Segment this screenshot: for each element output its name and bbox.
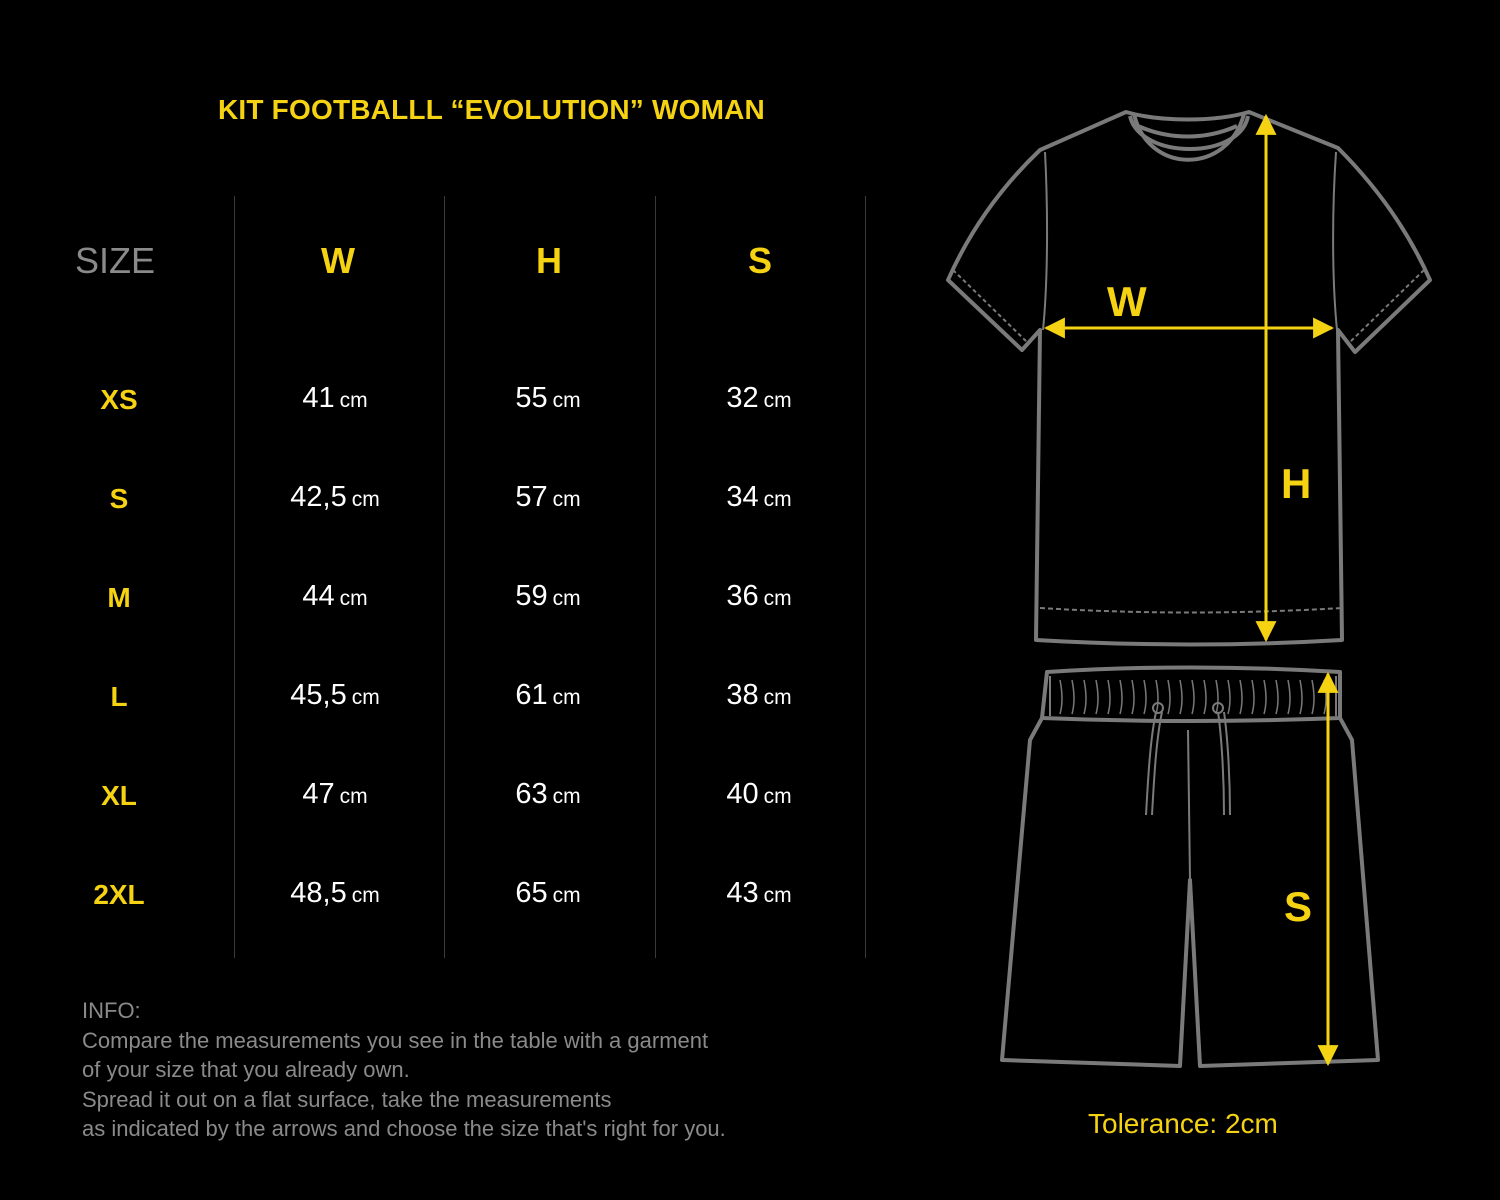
size-label: M: [107, 582, 131, 613]
width-label: W: [1107, 278, 1147, 325]
unit-label: cm: [763, 488, 792, 511]
unit-label: cm: [339, 587, 368, 610]
info-heading: INFO:: [82, 998, 141, 1023]
unit-label: cm: [763, 389, 792, 412]
page-title: KIT FOOTBALLL “EVOLUTION” WOMAN: [218, 94, 765, 125]
w-value: 41 cm: [302, 382, 368, 414]
unit-label: cm: [339, 785, 368, 808]
unit-label: cm: [552, 686, 581, 709]
info-line: Spread it out on a flat surface, take the measurements: [82, 1086, 612, 1112]
unit-label: cm: [763, 785, 792, 808]
info-line: Compare the measurements you see in the table with a garment: [82, 1027, 709, 1053]
unit-label: cm: [763, 587, 792, 610]
unit-label: cm: [351, 884, 380, 907]
unit-label: cm: [351, 488, 380, 511]
tshirt-icon: [948, 112, 1430, 645]
w-value: 45,5 cm: [290, 679, 380, 711]
w-value: 42,5 cm: [290, 481, 380, 513]
header-size: SIZE: [74, 240, 155, 281]
w-value: 47 cm: [302, 778, 368, 810]
h-value: 57 cm: [515, 481, 581, 513]
height-label: H: [1281, 460, 1312, 507]
w-value: 44 cm: [302, 580, 368, 612]
s-value: 32 cm: [726, 382, 792, 414]
unit-label: cm: [552, 389, 581, 412]
side-label: S: [1284, 883, 1313, 930]
shorts-icon: [1002, 668, 1378, 1067]
tolerance-note: Tolerance: 2cm: [1088, 1108, 1278, 1139]
header-w: W: [321, 240, 355, 281]
info-line: of your size that you already own.: [82, 1057, 410, 1082]
unit-label: cm: [552, 488, 581, 511]
unit-label: cm: [552, 884, 581, 907]
header-s: S: [747, 240, 772, 281]
info-line: as indicated by the arrows and choose the size that's right for you.: [82, 1116, 726, 1141]
unit-label: cm: [552, 587, 581, 610]
unit-label: cm: [552, 785, 581, 808]
h-value: 59 cm: [515, 580, 581, 612]
w-value: 48,5 cm: [290, 877, 380, 909]
unit-label: cm: [351, 686, 380, 709]
h-value: 63 cm: [515, 778, 581, 810]
h-value: 61 cm: [515, 679, 581, 711]
header-h: H: [536, 240, 562, 281]
size-label: XL: [101, 780, 137, 811]
size-label: 2XL: [93, 879, 145, 910]
unit-label: cm: [339, 389, 368, 412]
h-value: 65 cm: [515, 877, 581, 909]
s-value: 40 cm: [726, 778, 792, 810]
s-value: 43 cm: [726, 877, 792, 909]
s-value: 38 cm: [726, 679, 792, 711]
s-value: 36 cm: [726, 580, 792, 612]
h-value: 55 cm: [515, 382, 581, 414]
size-label: XS: [100, 384, 138, 415]
size-label: L: [110, 681, 128, 712]
size-label: S: [109, 483, 129, 514]
unit-label: cm: [763, 686, 792, 709]
s-value: 34 cm: [726, 481, 792, 513]
unit-label: cm: [763, 884, 792, 907]
